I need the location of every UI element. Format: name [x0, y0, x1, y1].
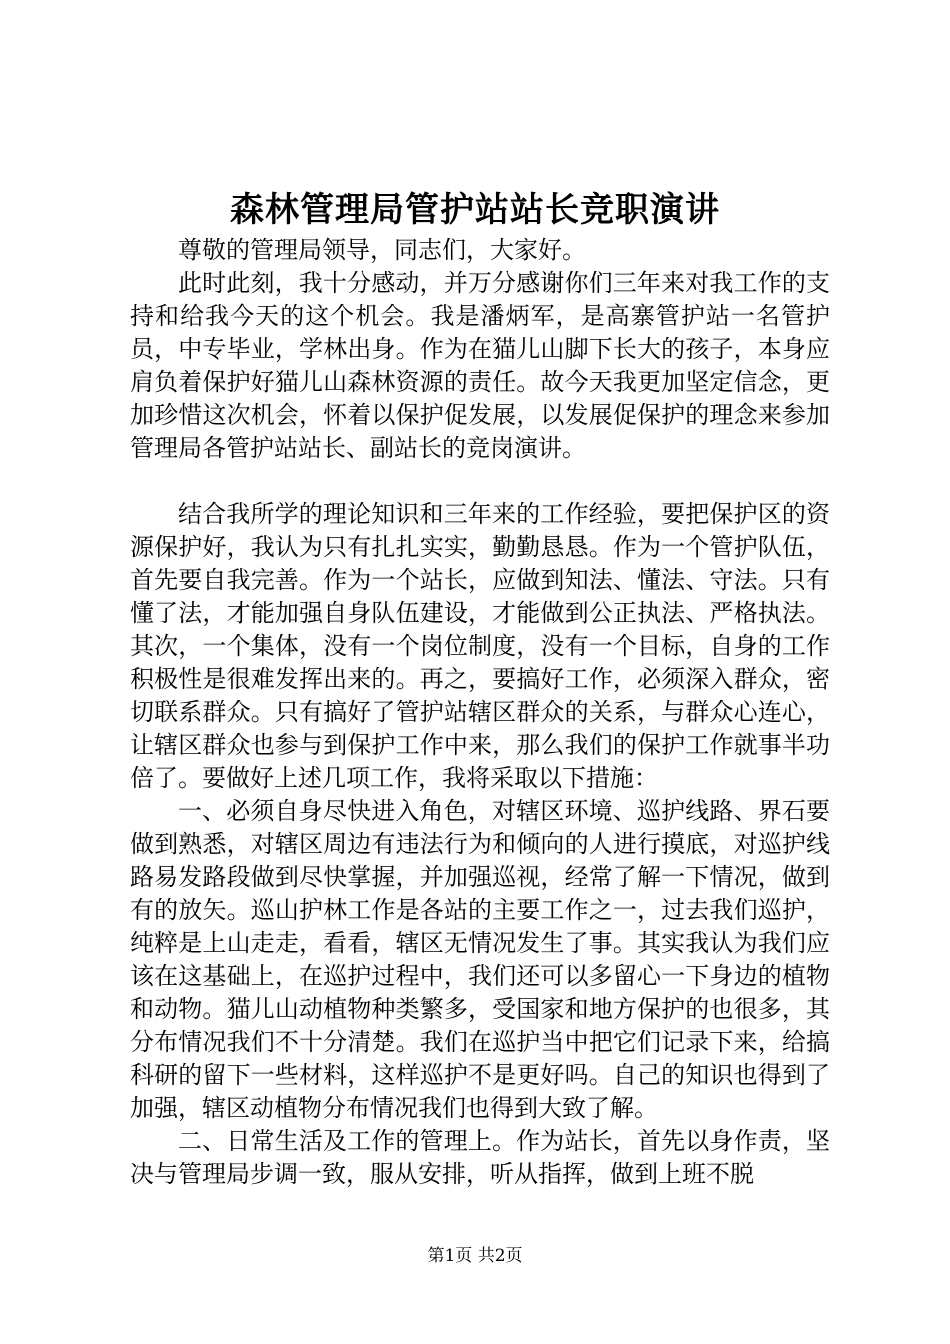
paragraph-measure-two: 二、日常生活及工作的管理上。作为站长，首先以身作责，坚决与管理局步调一致，服从安排，听从指挥，做到上班不脱: [130, 1127, 830, 1188]
paragraph-introduction: 此时此刻，我十分感动，并万分感谢你们三年来对我工作的支持和给我今天的这个机会。我是潘炳军，是高寨管护站一名管护员，中专毕业，学林出身。作为在猫儿山脚下长大的孩子，本身应肩负着保护好猫儿山森林资源的责任。故今天我更加坚定信念，更加珍惜这次机会，怀着以保护促发展，以发展促保护的理念来参加管理局各管护站站长、副站长的竞岗演讲。: [130, 269, 830, 462]
paragraph-greeting: 尊敬的管理局领导，同志们，大家好。: [178, 236, 586, 264]
document-title: 森林管理局管护站站长竞职演讲: [230, 190, 720, 230]
document-body: [130, 234, 830, 1191]
paragraph-experience: 结合我所学的理论知识和三年来的工作经验，要把保护区的资源保护好，我认为只有扎扎实实，勤勤恳恳。作为一个管护队伍，首先要自我完善。作为一个站长，应做到知法、懂法、守法。只有懂了法，才能加强自身队伍建设，才能做到公正执法、严格执法。其次，一个集体，没有一个岗位制度，没有一个目标，自身的工作积极性是很难发挥出来的。再之，要搞好工作，必须深入群众，密切联系群众。只有搞好了管护站辖区群众的关系，与群众心连心，让辖区群众也参与到保护工作中来，那么我们的保护工作就事半功倍了。要做好上述几项工作，我将采取以下措施：: [130, 500, 830, 792]
paragraph-measure-one: 一、必须自身尽快进入角色，对辖区环境、巡护线路、界石要做到熟悉，对辖区周边有违法行为和倾向的人进行摸底，对巡护线路易发路段做到尽快掌握，并加强巡视，经常了解一下情况，做到有的放矢。巡山护林工作是各站的主要工作之一，过去我们巡护，纯粹是上山走走，看看，辖区无情况发生了事。其实我认为我们应该在这基础上，在巡护过程中，我们还可以多留心一下身边的植物和动物。猫儿山动植物种类繁多，受国家和地方保护的也很多，其分布情况我们不十分清楚。我们在巡护当中把它们记录下来，给搞科研的留下一些材料，这样巡护不是更好吗。自己的知识也得到了加强，辖区动植物分布情况我们也得到大致了解。: [130, 797, 830, 1122]
page-footer: 第1页 共2页: [427, 1246, 523, 1266]
